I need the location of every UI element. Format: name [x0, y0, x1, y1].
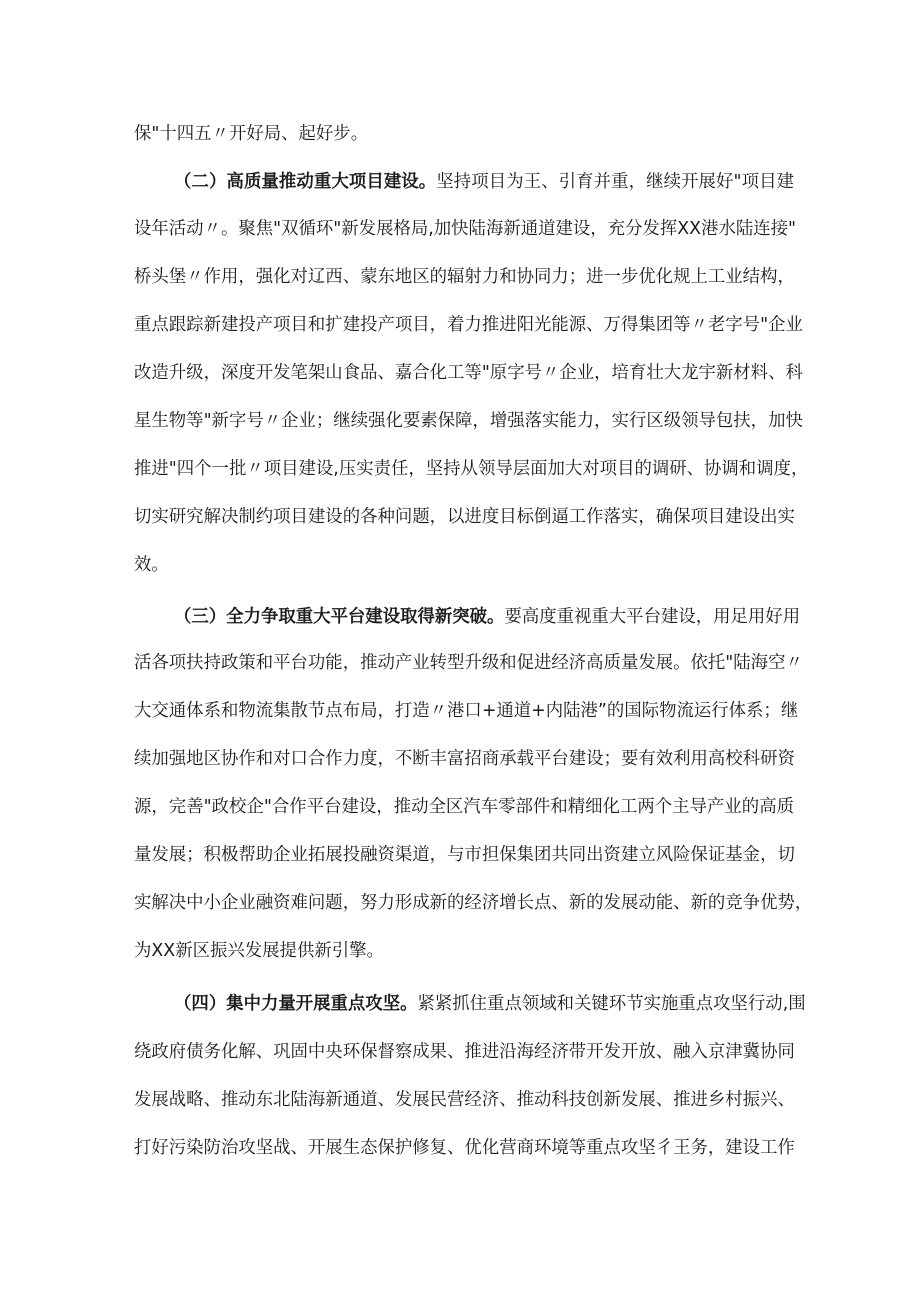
paragraph-line: 设年活动〃。聚焦"双循环"新发展格局,加快陆海新通道建设，充分发挥XX港水陆连接" — [134, 219, 797, 239]
section-3-first-line — [174, 599, 801, 635]
paragraph-line: 切实研究解决制约项目建设的各种问题，以进度目标倒逼工作落实，确保项目建设出实 — [134, 507, 795, 527]
paragraph-line: 为XX新区振兴发展提供新引擎。 — [134, 941, 384, 961]
paragraph-line: 推进"四个一批〃项目建设,压实责任，坚持从领导层面加大对项目的调研、协调和调度， — [134, 459, 809, 479]
paragraph-line: 源，完善"政校企"合作平台建设，推动全区汽车零部件和精细化工两个主导产业的高质 — [134, 797, 794, 817]
paragraph-line: 活各项扶持政策和平台功能，推动产业转型升级和促进经济高质量发展。依托"陆海空〃 — [134, 653, 803, 673]
paragraph-line: 改造升级，深度开发笔架山食品、嘉合化工等"原字号〃企业，培育壮大龙宇新材料、科 — [134, 363, 803, 383]
paragraph-line: 续加强地区协作和对口合作力度，不断丰富招商承载平台建设；要有效利用高校科研资 — [134, 749, 795, 769]
paragraph-line: 量发展；积极帮助企业拓展投融资渠道，与市担保集团共同出资建立风险保证基金，切 — [134, 845, 795, 865]
paragraph-line: 实解决中小企业融资难问题，努力形成新的经济增长点、新的发展动能、新的竞争优势， — [134, 893, 813, 913]
paragraph-line: 打好污染防治攻坚战、开展生态保护修复、优化营商环境等重点攻坚彳王务，建设工作 — [134, 1138, 795, 1158]
section-3-heading: （三）全力争取重大平台建设取得新突破。 — [174, 607, 505, 627]
paragraph-line: 绕政府债务化解、巩固中央环保督察成果、推进沿海经济带开发开放、融入京津冀协同 — [134, 1042, 795, 1062]
section-4-heading: （四）集中力量开展重点攻坚。 — [174, 994, 418, 1014]
paragraph-line: 大交通体系和物流集散节点布局，打造〃港口+通道+内陆港”的国际物流运行体系；继 — [134, 701, 799, 721]
paragraph-line: 保"十四五〃开好局、起好步。 — [134, 124, 369, 144]
paragraph-text: 紧紧抓住重点领域和关键环节实施重点攻坚行动,围 — [417, 994, 806, 1014]
paragraph-line: 发展战略、推动东北陆海新通道、发展民营经济、推动科技创新发展、推进乡村振兴、 — [134, 1090, 795, 1110]
section-2-first-line — [174, 164, 794, 200]
paragraph-line: 效。 — [134, 555, 169, 575]
paragraph-line: 星生物等"新字号〃企业；继续强化要素保障，增强落实能力，实行区级领导包扶，加快 — [134, 411, 803, 431]
paragraph-text: 要高度重视重大平台建设，用足用好用 — [504, 607, 801, 627]
paragraph-line: 重点跟踪新建投产项目和扩建投产项目，着力推进阳光能源、万得集团等〃老字号"企业 — [134, 315, 803, 335]
section-4-first-line — [174, 986, 806, 1022]
paragraph-text: 坚持项目为王、引育并重，继续开展好"项目建 — [436, 172, 794, 192]
section-2-heading: （二）高质量推动重大项目建设。 — [174, 172, 437, 192]
paragraph-line: 桥头堡〃作用，强化对辽西、蒙东地区的辐射力和协同力；进一步优化规上工业结构， — [134, 267, 795, 287]
